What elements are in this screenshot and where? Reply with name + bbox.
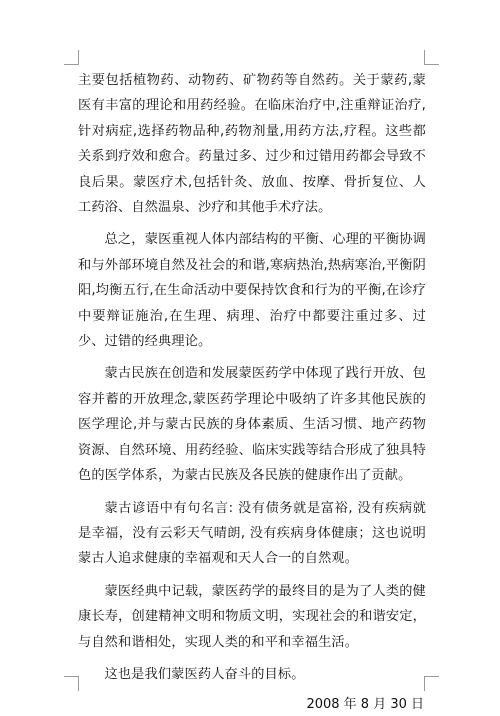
document-date: 2008 年 8 月 30 日 [306,697,424,713]
paragraph-summary: 总之，蒙医重视人体内部结构的平衡、心理的平衡协调和与外部环境自然及社会的和谐,寒病热治,热病寒治,平衡阴阳,均衡五行,在生命活动中要保持饮食和行为的平衡,在诊疗中要辩证施治,在生理、病理、治疗中都要注重过多、过少、过错的经典理论。 [78,232,426,350]
paragraph-openness: 蒙古民族在创造和发展蒙医药学中体现了践行开放、包容并蓄的开放理念,蒙医药学理论中吸纳了许多其他民族的医学理论,并与蒙古民族的身体素质、生活习惯、地产药物资源、自然环境、用药经验、临床实践等结合形成了独具特色的医学体系，为蒙古民族及各民族的健康作出了贡献。 [78,366,426,484]
paragraph-medicine-practice: 主要包括植物药、动物药、矿物药等自然药。关于蒙药,蒙医有丰富的理论和用药经验。在临床治疗中,注重辩证治疗,针对病症,选择药物品种,药物剂量,用药方法,疗程。这些都关系到疗效和愈合。药量过多、过少和过错用药都会导致不良后果。蒙医疗术,包括针灸、放血、按摩、骨折复位、人工药浴、自然温泉、沙疗和其他手术疗法。 [78,73,426,216]
paragraph-goal: 这也是我们蒙医药人奋斗的目标。 [104,666,305,682]
crop-mark-top-right [424,50,439,65]
paragraph-proverb: 蒙古谚语中有句名言: 没有债务就是富裕, 没有疾病就是幸福，没有云彩天气晴朗, 没有疾病身体健康；这也说明蒙古人追求健康的幸福观和天人合一的自然观。 [78,500,426,567]
paragraph-classics: 蒙医经典中记载，蒙医药学的最终目的是为了人类的健康长寿，创建精神文明和物质文明，实现社会的和谐安定，与自然和谐相处，实现人类的和平和幸福生活。 [78,583,426,650]
crop-mark-bottom-right [424,676,439,691]
crop-mark-bottom-left [64,676,79,691]
document-body [78,68,426,716]
crop-mark-top-left [64,50,79,65]
